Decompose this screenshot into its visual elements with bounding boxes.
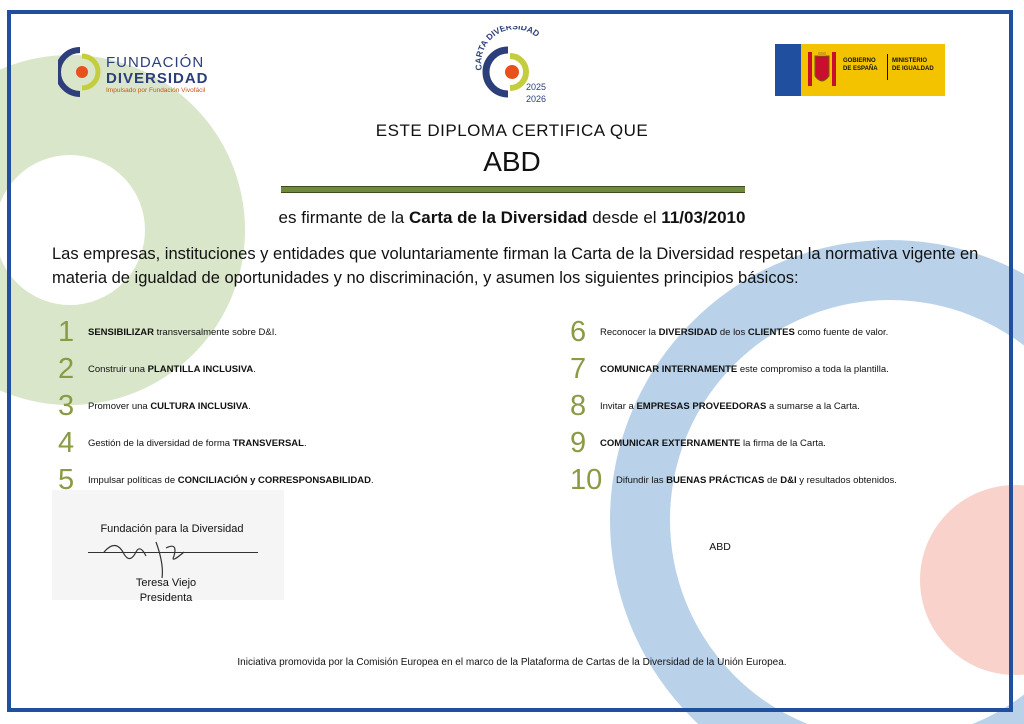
signatory-name: Teresa Viejo Presidenta — [135, 577, 197, 604]
principle-text: Reconocer la DIVERSIDAD de los CLIENTES como fuente de valor. — [600, 327, 889, 338]
intro-paragraph: Las empresas, instituciones y entidades que voluntariamente firman la Carta de la Diversidad respetan la normativa vigente en materia de igualdad de oportunidades y no discriminación, y asumen los siguientes principios básicos: — [52, 245, 979, 287]
principle-item — [58, 426, 498, 460]
principle-text: SENSIBILIZAR transversalmente sobre D&I. — [88, 327, 278, 338]
footer-note: Iniciativa promovida por la Comisión Europea en el marco de la Plataforma de Cartas de la Diversidad de la Unión Europea. — [237, 657, 787, 668]
principle-number: 9 — [570, 427, 587, 459]
handwritten-signature — [96, 534, 216, 580]
fundacion-logo-tagline: Impulsado por Fundación Vivofácil — [106, 87, 206, 94]
signatory-statement: es firmante de la Carta de la Diversidad desde el 11/03/2010 — [278, 208, 746, 227]
company-name: ABD — [483, 146, 541, 177]
carta-year-top: 2025 — [526, 82, 547, 92]
carta-year-bottom: 2026 — [526, 94, 547, 104]
principle-text: Promover una CULTURA INCLUSIVA. — [88, 401, 251, 412]
principle-number: 5 — [58, 464, 75, 496]
carta-diversidad-logo — [468, 26, 560, 110]
principle-item — [58, 389, 498, 423]
principle-number: 1 — [58, 316, 75, 348]
principle-text: Impulsar políticas de CONCILIACIÓN y CORRESPONSABILIDAD. — [88, 475, 374, 486]
divider-rule — [281, 186, 745, 193]
principle-text: Invitar a EMPRESAS PROVEEDORAS a sumarse a la Carta. — [600, 401, 860, 412]
diploma-heading: ESTE DIPLOMA CERTIFICA QUE — [375, 121, 649, 140]
fundacion-diversidad-logo — [58, 46, 218, 100]
principle-text: COMUNICAR INTERNAMENTE este compromiso a toda la plantilla. — [600, 364, 889, 375]
fundacion-logo-line1: FUNDACIÓN — [106, 54, 205, 71]
fundacion-logo-line2: DIVERSIDAD — [106, 70, 209, 87]
principle-text: Construir una PLANTILLA INCLUSIVA. — [88, 364, 256, 375]
principle-number: 7 — [570, 353, 587, 385]
principle-number: 3 — [58, 390, 75, 422]
signing-date: 11/03/2010 — [661, 208, 746, 227]
carta-logo-arc-text: CARTA DIVERSIDAD — [473, 26, 542, 72]
eu-flag-icon — [775, 44, 801, 96]
principle-item — [570, 352, 1010, 386]
principle-item — [570, 315, 1010, 349]
principle-text: Gestión de la diversidad de forma TRANSVERSAL. — [88, 438, 307, 449]
principle-number: 8 — [570, 390, 587, 422]
charter-name: Carta de la Diversidad — [408, 208, 588, 227]
gobierno-espana-logo — [775, 44, 945, 96]
principle-number: 10 — [570, 464, 603, 496]
principle-item — [570, 389, 1010, 423]
principle-item — [58, 315, 498, 349]
signatory-role: Presidenta — [139, 592, 193, 604]
fundacion-logo-mark-icon — [58, 46, 102, 98]
signature-line — [88, 552, 258, 553]
principle-item — [58, 352, 498, 386]
gobierno-text: GOBIERNO DE ESPAÑA — [843, 58, 878, 72]
principle-number: 6 — [570, 316, 587, 348]
coat-of-arms-icon — [805, 50, 839, 90]
company-signature-label: ABD — [709, 541, 731, 553]
signature-organization: Fundación para la Diversidad — [100, 523, 244, 535]
principle-text: Difundir las BUENAS PRÁCTICAS de D&I y resultados obtenidos. — [616, 475, 897, 486]
principle-item — [570, 426, 1010, 460]
principle-text: COMUNICAR EXTERNAMENTE la firma de la Carta. — [600, 438, 826, 449]
principle-number: 4 — [58, 427, 75, 459]
principle-item — [570, 463, 1010, 497]
principle-number: 2 — [58, 353, 75, 385]
ministerio-text: MINISTERIO DE IGUALDAD — [892, 58, 934, 72]
carta-logo-mark-icon — [468, 26, 560, 110]
